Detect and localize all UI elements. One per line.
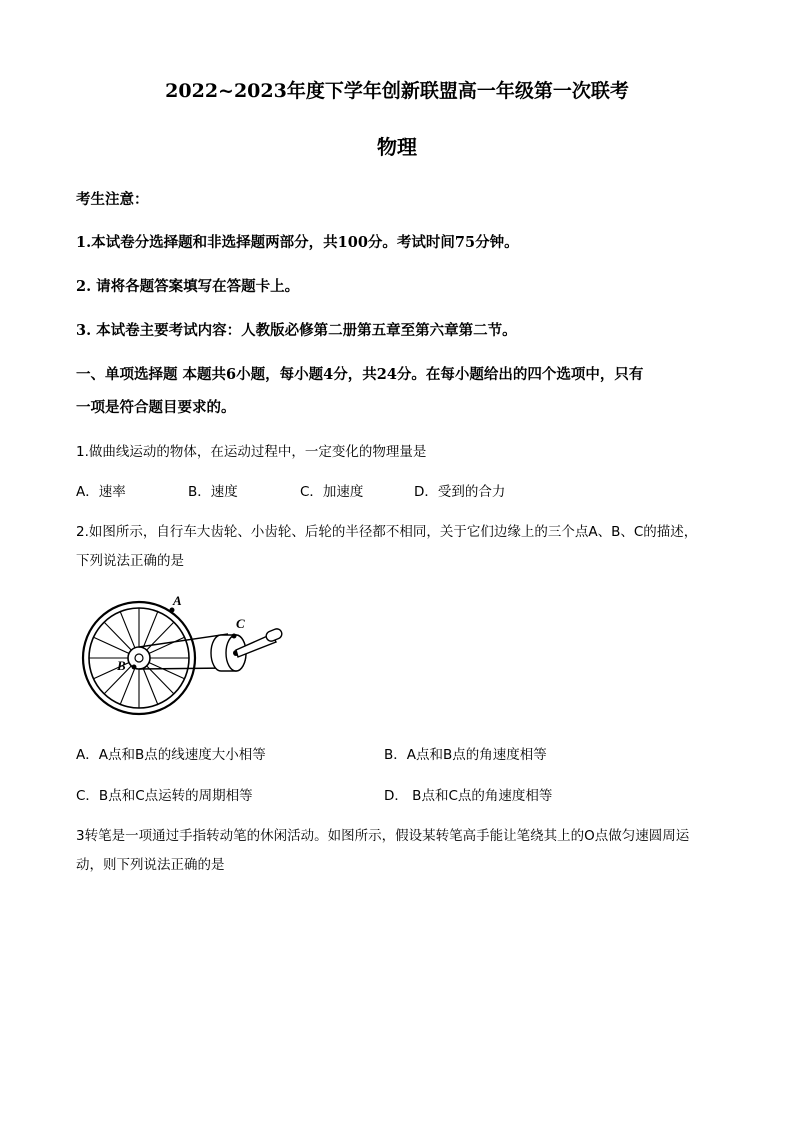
question-1-stem: 1.做曲线运动的物体，在运动过程中，一定变化的物理量是 bbox=[76, 444, 427, 460]
question-2-option-c: C．B点和C点运转的周期相等 bbox=[76, 788, 253, 804]
point-a-label: A bbox=[173, 593, 182, 608]
notice-heading: 考生注意： bbox=[76, 191, 149, 208]
question-2-option-d: D． B点和C点的角速度相等 bbox=[384, 788, 553, 804]
question-1-option-d: D．受到的合力 bbox=[414, 484, 506, 500]
notice-item-2: 2. 请将各题答案填写在答题卡上。 bbox=[76, 278, 300, 295]
question-2-stem-line1: 2.如图所示，自行车大齿轮、小齿轮、后轮的半径都不相同，关于它们边缘上的三个点A、B、C的描述， bbox=[76, 524, 698, 540]
point-a-marker bbox=[170, 608, 175, 613]
question-1-option-a: A．速率 bbox=[76, 484, 126, 500]
question-3-stem-line2: 动，则下列说法正确的是 bbox=[76, 857, 225, 873]
subject-title: 物理 bbox=[377, 135, 417, 159]
point-b-marker bbox=[132, 665, 137, 670]
question-3-stem-line1: 3转笔是一项通过手指转动笔的休闲活动。如图所示，假设某转笔高手能让笔绕其上的O点做匀速圆周运 bbox=[76, 828, 690, 844]
section-heading-line1: 一、单项选择题 本题共6小题，每小题4分，共24分。在每小题给出的四个选项中，只有 bbox=[76, 366, 644, 383]
question-2-option-a: A．A点和B点的线速度大小相等 bbox=[76, 747, 266, 763]
section-heading-line2: 一项是符合题目要求的。 bbox=[76, 399, 236, 416]
bicycle-gear-figure bbox=[76, 588, 296, 718]
point-b-label: B bbox=[117, 658, 126, 673]
question-2-option-b: B．A点和B点的角速度相等 bbox=[384, 747, 547, 763]
question-1-option-c: C．加速度 bbox=[300, 484, 364, 500]
notice-item-3: 3. 本试卷主要考试内容：人教版必修第二册第五章至第六章第二节。 bbox=[76, 322, 517, 339]
notice-item-1: 1.本试卷分选择题和非选择题两部分，共100分。考试时间75分钟。 bbox=[76, 234, 519, 251]
question-2-stem-line2: 下列说法正确的是 bbox=[76, 553, 184, 569]
point-c-marker bbox=[232, 634, 237, 639]
question-1-option-b: B．速度 bbox=[188, 484, 238, 500]
exam-title: 2022~2023年度下学年创新联盟高一年级第一次联考 bbox=[165, 80, 629, 102]
point-c-label: C bbox=[236, 616, 245, 631]
